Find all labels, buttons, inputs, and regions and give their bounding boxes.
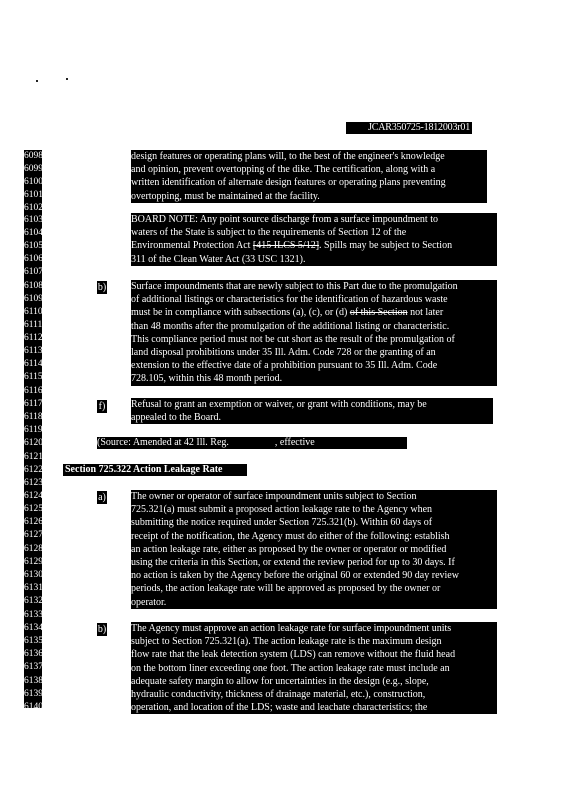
text-line: 311 of the Clean Water Act (33 USC 1321).	[131, 253, 306, 265]
text-line: on the bottom liner exceeding one foot. The action leakage rate must include an	[131, 662, 450, 674]
line-number: 6114	[24, 359, 43, 369]
source-text: (Source: Amended at 42 Ill. Reg.	[97, 437, 229, 448]
source-text: )	[424, 437, 429, 448]
text-line: an action leakage rate, either as proposed by the owner or operator or modified	[131, 543, 447, 555]
text-line: extension to the effective date of a prohibition pursuant to 35 Ill. Adm. Code	[131, 360, 438, 372]
text-line: waters of the State is subject to the requirements of Section 12 of the	[131, 227, 407, 239]
item-a-text	[131, 490, 497, 609]
line-number: 6137	[24, 662, 43, 672]
line-number: 6134	[24, 623, 43, 633]
text-line: periods, the action leakage rate will be approved as proposed by the owner or	[131, 583, 441, 595]
source-note	[97, 437, 429, 449]
line-number: 6112	[24, 333, 43, 343]
text-line: The owner or operator of surface impoundment units subject to Section	[131, 491, 417, 502]
text-line: appealed to the Board.	[131, 412, 221, 424]
text-line: land disposal prohibitions under 35 Ill. Adm. Code 728 or the granting of an	[131, 346, 436, 358]
text-line: operator.	[131, 596, 167, 608]
line-number: 6138	[24, 676, 43, 686]
line-number: 6127	[24, 530, 43, 540]
text-line: receipt of the notification, the Agency must do either of the following: establish	[131, 530, 450, 542]
text-line: flow rate that the leak detection system (LDS) can remove without the fluid head	[131, 649, 456, 661]
line-number: 6136	[24, 649, 43, 659]
line-number: 6131	[24, 583, 43, 593]
text-line: using the criteria in this Section, or extend the review period for up to 30 days. If	[131, 556, 455, 568]
section-heading: Section 725.322 Action Leakage Rate	[63, 464, 247, 476]
text-line: 728.105, within this 48 month period.	[131, 373, 283, 385]
struck-text: of this Section	[349, 307, 408, 319]
item-marker-f: f)	[98, 401, 106, 412]
text-line: no action is taken by the Agency before the original 60 or extended 90 day review	[131, 570, 459, 582]
text-line: written identification of alternate design features or operating plans preventing	[131, 177, 446, 189]
line-number: 6105	[24, 241, 43, 251]
text-line: design features or operating plans will, to the best of the engineer's knowledge	[131, 151, 445, 162]
text-line: hydraulic conductivity, thickness of drainage material, etc.), construction,	[131, 688, 426, 700]
line-number: 6116	[24, 386, 43, 396]
text-line: than 48 months after the promulgation of the additional listing or characteristic.	[131, 320, 450, 332]
line-number: 6124	[24, 491, 43, 501]
line-number: 6109	[24, 294, 43, 304]
line-number: 6133	[24, 610, 43, 620]
line-number: 6120	[24, 438, 43, 448]
text-line: operation, and location of the LDS; waste and leachate characteristics; the	[131, 702, 428, 714]
text-line: BOARD NOTE: Any point source discharge from a surface impoundment to	[131, 214, 438, 225]
line-number: 6135	[24, 636, 43, 646]
line-number: 6106	[24, 254, 43, 264]
item-b2-text	[131, 622, 497, 714]
text-line	[131, 239, 497, 252]
board-note	[131, 213, 497, 266]
line-number: 6126	[24, 517, 43, 527]
line-number: 6113	[24, 346, 43, 356]
text-line: and opinion, prevent overtopping of the dike. The certification, along with a	[131, 164, 436, 176]
text-line: The Agency must approve an action leakage rate for surface impoundment units	[131, 623, 452, 634]
line-number: 6121	[24, 452, 43, 462]
line-number: 6140	[24, 702, 43, 712]
item-marker-b2: b)	[97, 624, 107, 635]
line-number: 6100	[24, 177, 43, 187]
text-segment: . Spills may be subject to Section	[319, 240, 453, 252]
line-number: 6122	[24, 465, 43, 475]
text-line: overtopping, must be maintained at the facility.	[131, 190, 320, 202]
item-b-text	[131, 280, 497, 386]
line-number: 6125	[24, 504, 43, 514]
paragraph-continuation	[131, 150, 487, 203]
text-segment: must be in compliance with subsections (a), (c), or (d)	[131, 307, 350, 319]
line-number: 6101	[24, 190, 43, 200]
line-number: 6115	[24, 372, 43, 382]
line-number: 6107	[24, 267, 43, 277]
text-line: submitting the notice required under Section 725.321(b). Within 60 days of	[131, 517, 433, 529]
line-number: 6108	[24, 281, 43, 291]
line-number: 6111	[24, 320, 43, 330]
text-line: subject to Section 725.321(a). The action leakage rate is the maximum design	[131, 636, 442, 648]
text-line: of additional listings or characteristics for the identification of hazardous waste	[131, 294, 448, 306]
item-f-text	[131, 398, 493, 424]
text-line: This compliance period must not be cut short as the result of the promulgation of	[131, 333, 455, 345]
line-number: 6117	[24, 399, 43, 409]
line-number: 6123	[24, 478, 43, 488]
text-line: adequate safety margin to allow for uncertainties in the design (e.g., slope,	[131, 675, 429, 687]
item-marker-b: b)	[97, 282, 107, 293]
document-id: JCAR350725-1812003r01	[346, 122, 472, 134]
text-line	[131, 306, 497, 319]
line-number: 6129	[24, 557, 43, 567]
line-number: 6103	[24, 215, 43, 225]
line-number: 6139	[24, 689, 43, 699]
text-line: Surface impoundments that are newly subject to this Part due to the promulgation	[131, 281, 458, 292]
line-number: 6102	[24, 203, 43, 213]
item-marker-a: a)	[98, 492, 106, 503]
line-number: 6128	[24, 544, 43, 554]
line-number: 6132	[24, 596, 43, 606]
line-number: 6104	[24, 228, 43, 238]
line-number: 6110	[24, 307, 43, 317]
text-segment: Environmental Protection Act	[131, 240, 253, 252]
line-number: 6118	[24, 412, 43, 422]
text-segment: not later	[407, 307, 444, 319]
line-number: 6130	[24, 570, 43, 580]
line-number: 6098	[24, 151, 43, 161]
line-number: 6099	[24, 164, 43, 174]
text-line: Refusal to grant an exemption or waiver, or grant with conditions, may be	[131, 399, 427, 410]
text-line: 725.321(a) must submit a proposed action leakage rate to the Agency when	[131, 504, 433, 516]
line-number: 6119	[24, 425, 43, 435]
struck-text: [415 ILCS 5/12]	[252, 240, 320, 252]
source-text: , effective	[274, 437, 315, 448]
